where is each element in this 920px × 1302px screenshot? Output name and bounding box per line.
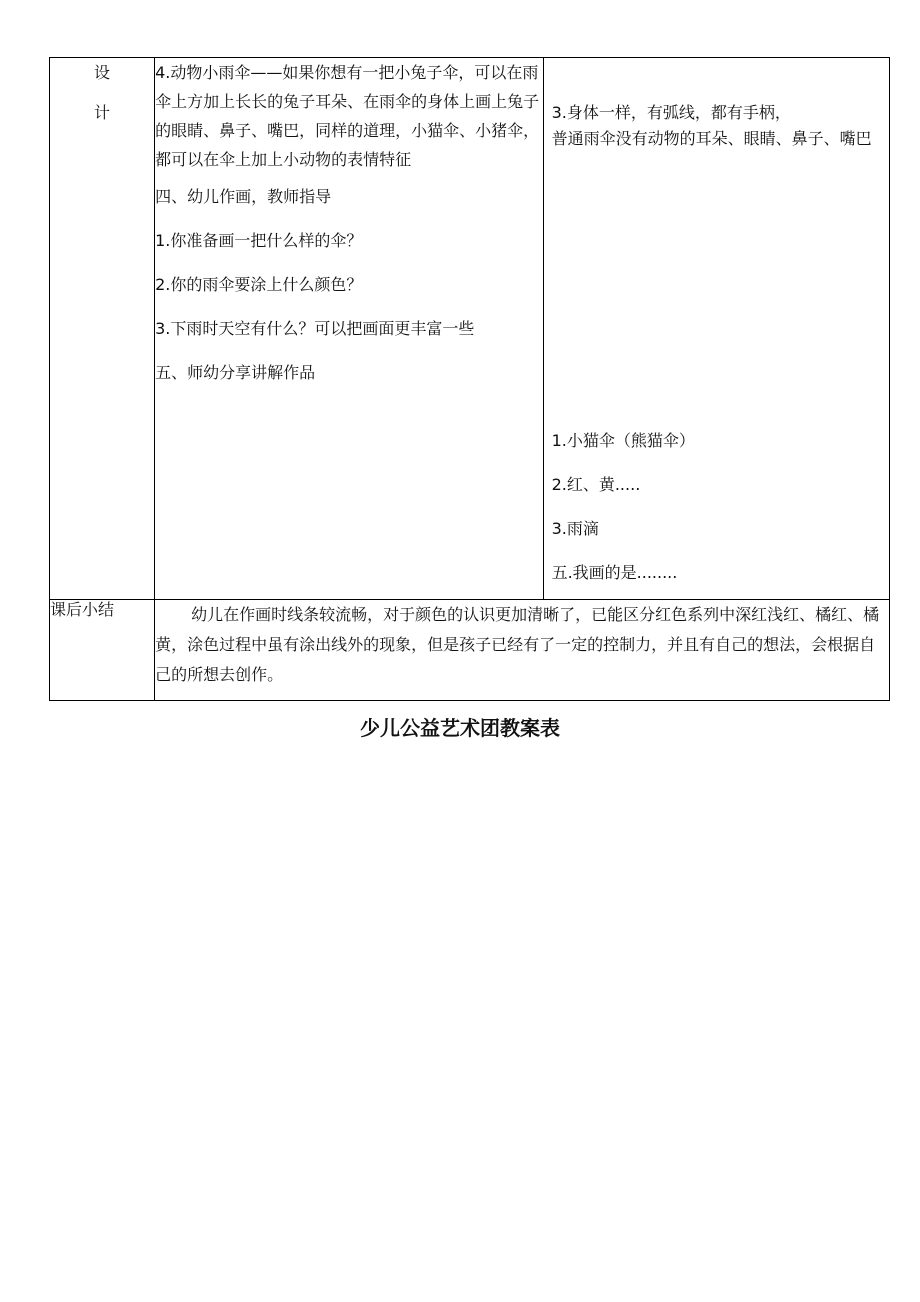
design-label-char: 计	[94, 103, 111, 122]
animal-umbrella-paragraph: 4.动物小雨伞——如果你想有一把小兔子伞，可以在雨伞上方加上长长的兔子耳朵、在雨伞的身体上画上兔子的眼睛、鼻子、嘴巴，同样的道理，小猫伞、小猪伞，都可以在伞上加上小动物的表情特征	[155, 63, 540, 169]
design-label-cell	[50, 58, 155, 600]
question-item: 3.下雨时天空有什么？可以把画面更丰富一些	[155, 319, 475, 338]
answer-item: 1.小猫伞（熊猫伞）	[551, 431, 695, 450]
summary-text-cell	[155, 600, 890, 701]
answer-difference: 普通雨伞没有动物的耳朵、眼睛、鼻子、嘴巴	[551, 129, 872, 148]
question-item: 1.你准备画一把什么样的伞？	[155, 231, 363, 250]
side-answers-top	[552, 102, 881, 154]
step-five-heading: 五、师幼分享讲解作品	[155, 363, 316, 382]
answer-shape: 3.身体一样，有弧线，都有手柄，	[551, 103, 791, 122]
design-main-cell	[155, 58, 543, 600]
design-row	[50, 58, 890, 600]
design-side-cell	[543, 58, 889, 600]
summary-text: 幼儿在作画时线条较流畅，对于颜色的认识更加清晰了，已能区分红色系列中深红浅红、橘红、橘黄，涂色过程中虽有涂出线外的现象，但是孩子已经有了一定的控制力，并且有自己的想法，会根据自己的所想去创作。	[155, 605, 880, 684]
summary-label: 课后小结	[50, 600, 155, 701]
question-item: 2.你的雨伞要涂上什么颜色？	[155, 275, 363, 294]
answer-item: 五.我画的是........	[551, 563, 678, 582]
answer-item: 3.雨滴	[551, 519, 599, 538]
summary-row	[50, 600, 890, 701]
design-label-char: 设	[94, 63, 111, 82]
answer-item: 2.红、黄.....	[551, 475, 641, 494]
lesson-plan-table	[49, 57, 890, 701]
step-four-heading: 四、幼儿作画，教师指导	[155, 187, 332, 206]
page-title: 少儿公益艺术团教案表	[360, 716, 560, 740]
side-answers-bottom	[552, 430, 881, 606]
